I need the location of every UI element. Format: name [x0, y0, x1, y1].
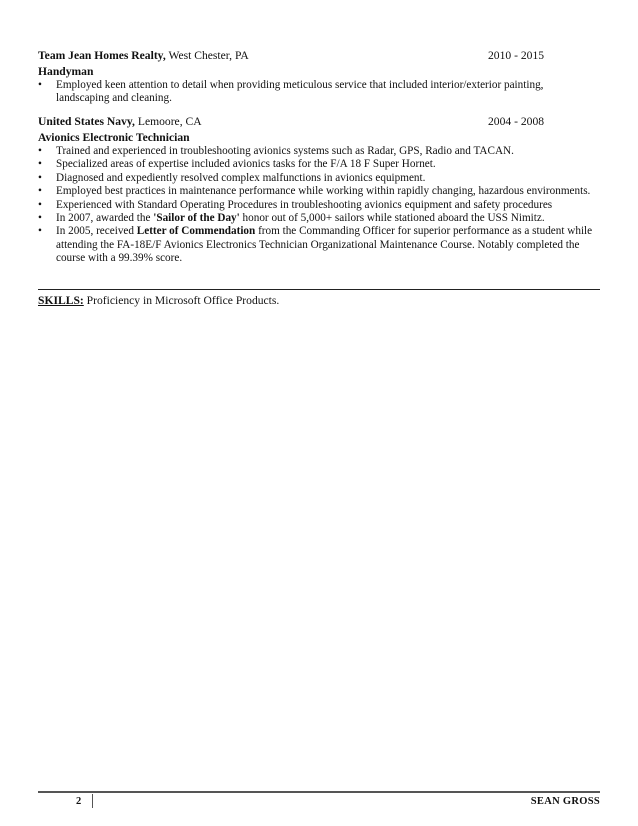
bullet-marker: •	[38, 158, 42, 171]
footer-divider	[38, 791, 600, 793]
footer-author-name: SEAN GROSS	[530, 796, 600, 807]
bullet-marker: •	[38, 212, 42, 225]
bullet-text-post: honor out of 5,000+ sailors while stationed aboard the USS Nimitz.	[239, 212, 545, 225]
job-entry-team-jean-homes	[38, 48, 598, 106]
job-bullet-list	[38, 145, 598, 266]
bullet-text-pre: In 2005, received	[56, 225, 137, 238]
list-item	[38, 172, 598, 185]
skills-section	[38, 293, 279, 308]
job-title: Avionics Electronic Technician	[38, 131, 190, 144]
list-item	[38, 185, 598, 198]
job-location: Lemoore, CA	[137, 115, 202, 128]
bullet-text-post: from the Commanding Officer for superior performance as a student while attending the FA-18E/F Avionics Electronics Technician Organizational Maintenance Course. Notably completed the course with a 99.39% score.	[56, 225, 593, 265]
bullet-marker: •	[38, 79, 42, 91]
job-dates: 2004 - 2008	[488, 115, 545, 128]
page-number-separator	[92, 794, 93, 808]
company-name: United States Navy,	[38, 115, 135, 128]
list-item	[38, 145, 598, 158]
job-location: West Chester, PA	[168, 49, 249, 62]
bullet-marker: •	[38, 171, 42, 184]
bullet-marker: •	[38, 185, 42, 198]
job-title: Handyman	[38, 65, 94, 78]
bullet-text: Trained and experienced in troubleshooting avionics systems such as Radar, GPS, Radio and TACAN.	[56, 145, 514, 157]
list-item	[38, 158, 598, 171]
bullet-text: Experienced with Standard Operating Procedures in troubleshooting avionics equipment and safety procedures	[56, 198, 553, 211]
job-dates: 2010 - 2015	[488, 49, 545, 62]
section-divider	[38, 289, 600, 290]
bullet-text: Specialized areas of expertise included avionics tasks for the F/A 18 F Super Hornet.	[56, 158, 436, 171]
page-footer	[38, 794, 600, 810]
job-entry-us-navy	[38, 114, 598, 266]
award-name: 'Sailor of the Day'	[153, 212, 240, 225]
list-item	[38, 225, 598, 265]
list-item	[38, 79, 598, 106]
bullet-text: Diagnosed and expediently resolved complex malfunctions in avionics equipment.	[56, 171, 426, 184]
skills-text: Proficiency in Microsoft Office Products.	[83, 294, 280, 307]
bullet-text-pre: In 2007, awarded the	[56, 212, 154, 225]
company-name: Team Jean Homes Realty,	[38, 49, 166, 62]
job-bullet-list	[38, 79, 598, 106]
skills-label: SKILLS:	[38, 294, 84, 307]
job-header	[38, 114, 598, 130]
bullet-marker: •	[38, 145, 42, 157]
list-item	[38, 199, 598, 212]
list-item	[38, 212, 598, 225]
bullet-marker: •	[38, 225, 42, 238]
page-number: 2	[76, 796, 82, 807]
job-header	[38, 48, 598, 64]
bullet-text: Employed keen attention to detail when providing meticulous service that included interior/exterior painting, landscaping and cleaning.	[56, 79, 544, 105]
bullet-text: Employed best practices in maintenance performance while working within rapidly changing, hazardous environments.	[56, 185, 591, 198]
award-name: Letter of Commendation	[136, 225, 256, 238]
bullet-marker: •	[38, 198, 42, 211]
